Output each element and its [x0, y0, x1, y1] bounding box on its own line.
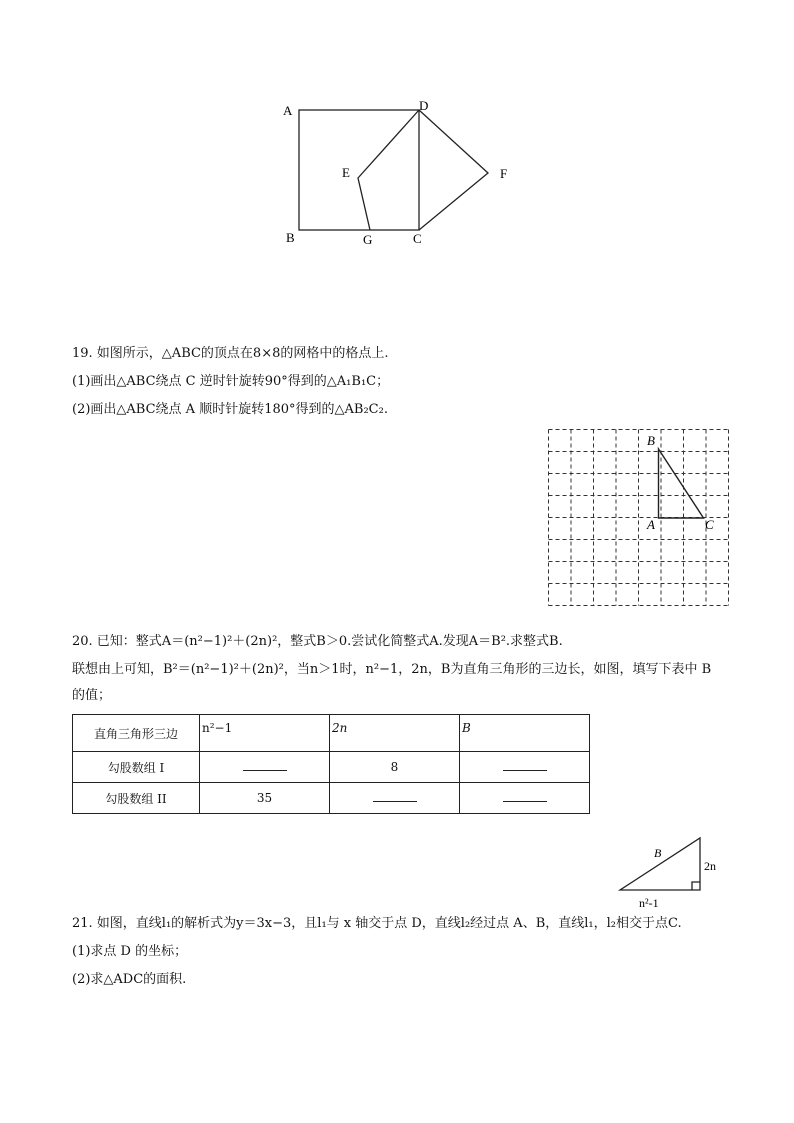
table-header-cell: n²−1: [200, 715, 330, 752]
q20-line3: 的值；: [72, 688, 112, 703]
label-F: F: [500, 166, 508, 181]
q21-line2: (1)求点 D 的坐标；: [72, 944, 188, 959]
table-row-label: 勾股数组 II: [73, 783, 200, 814]
answer-blank[interactable]: [460, 783, 590, 814]
pentagon-edges: [419, 110, 488, 230]
answer-blank[interactable]: [200, 752, 330, 783]
label-B: B: [286, 230, 295, 245]
q21-line1: 21. 如图，直线l₁的解析式为y＝3x−3，且l₁与 x 轴交于点 D，直线l₂经过点 A、B，直线l₁，l₂相交于点C.: [72, 916, 682, 931]
grid-label-B: B: [647, 433, 655, 448]
label-A: A: [283, 103, 293, 118]
answer-blank[interactable]: [330, 783, 460, 814]
tri-label-hyp: B: [654, 846, 662, 860]
tri-label-leg: 2n: [704, 859, 716, 873]
q20-line1: 20. 已知：整式A＝(n²−1)²＋(2n)²，整式B＞0.尝试化简整式A.发现A＝B².求整式B.: [72, 634, 563, 649]
table-header-cell: 2n: [330, 715, 460, 752]
tri-label-base: n²-1: [639, 896, 659, 910]
q19-line3: (2)画出△ABC绕点 A 顺时针旋转180°得到的△AB₂C₂.: [72, 402, 388, 417]
square-abcd: [299, 110, 419, 230]
figure-square-pentagon: [270, 90, 530, 250]
table-header-cell: B: [460, 715, 590, 752]
label-D: D: [419, 98, 429, 113]
table-row-label: 勾股数组 I: [73, 752, 200, 783]
q21-line3: (2)求△ADC的面积.: [72, 972, 187, 987]
triangle-abc: [659, 449, 704, 518]
label-E: E: [342, 165, 350, 180]
grid-8x8: [546, 427, 730, 607]
table-row: [73, 783, 590, 814]
right-triangle-figure: [612, 832, 732, 912]
answer-blank[interactable]: [460, 752, 590, 783]
inner-path-dgec: [358, 110, 419, 230]
table-cell: 35: [200, 783, 330, 814]
grid-label-C: C: [705, 517, 714, 532]
table-header-row: [73, 715, 590, 752]
q19-line2: (1)画出△ABC绕点 C 逆时针旋转90°得到的△A₁B₁C；: [72, 374, 390, 389]
table-cell: 8: [330, 752, 460, 783]
q19-line1: 19. 如图所示，△ABC的顶点在8×8的网格中的格点上.: [72, 346, 389, 361]
table-row: [73, 752, 590, 783]
right-angle-mark: [692, 882, 700, 890]
label-C: C: [413, 231, 422, 246]
q20-line2: 联想由上可知，B²＝(n²−1)²＋(2n)²，当n＞1时，n²−1，2n，B为直角三角形的三边长，如图，填写下表中 B: [72, 662, 712, 677]
grid-label-A: A: [647, 517, 655, 532]
label-G: G: [363, 232, 373, 247]
table-header-cell: 直角三角形三边: [73, 715, 200, 752]
pythagorean-table: [72, 714, 590, 814]
